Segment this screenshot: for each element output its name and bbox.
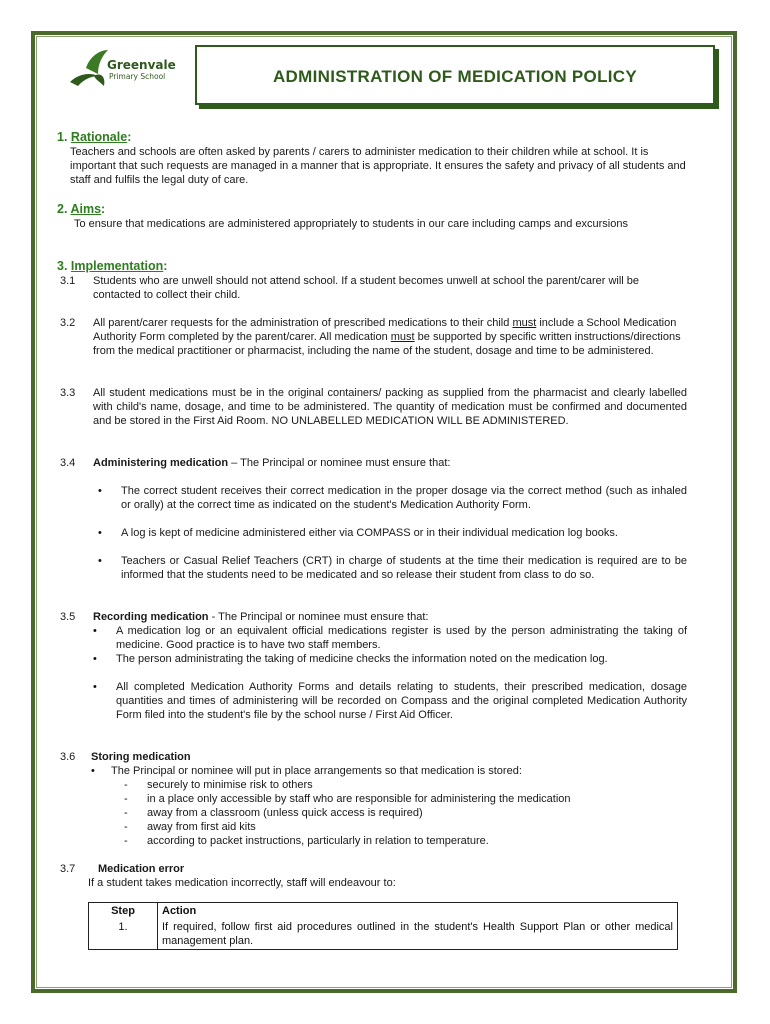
- item-36-bullet: The Principal or nominee will put in place arrangements so that medication is stored:: [111, 765, 522, 777]
- item-32-text: [93, 316, 693, 358]
- item-34-text: – The Principal or nominee must ensure that:: [228, 457, 451, 469]
- item-32-text-a: All parent/carer requests for the administration of prescribed medications to their child: [93, 317, 513, 329]
- item-34-bullet: A log is kept of medicine administered either via COMPASS or in their individual medication log books.: [121, 527, 618, 539]
- item-36-heading: [91, 750, 651, 764]
- table-cell-step: 1.: [89, 919, 158, 950]
- item-36-bold: Storing medication: [91, 751, 191, 763]
- item-36-dash: securely to minimise risk to others: [147, 779, 313, 791]
- item-34-bold: Administering medication: [93, 457, 229, 469]
- dash-marker: -: [124, 779, 128, 791]
- item-35-text: - The Principal or nominee must ensure that:: [208, 611, 429, 623]
- item-number: 3.4: [60, 457, 76, 469]
- bullet: •: [98, 527, 102, 539]
- implementation-heading: 3. Implementation:: [57, 259, 168, 273]
- item-36-dash: according to packet instructions, particularly in relation to temperature.: [147, 835, 489, 847]
- item-34-bullet: The correct student receives their correct medication in the proper dosage via the correct method (such as inhaled or orally) at the correct time as indicated on the student's Medication Authority Form.: [121, 485, 687, 511]
- table-header-row: [89, 903, 678, 920]
- item-37-text: If a student takes medication incorrectly, staff will endeavour to:: [88, 877, 396, 889]
- title-box: [195, 45, 715, 105]
- aims-text: To ensure that medications are administered appropriately to students in our care including camps and excursions: [74, 218, 628, 230]
- item-number: 3.7: [60, 863, 76, 875]
- item-number: 3.2: [60, 317, 76, 329]
- aims-title: Aims: [70, 202, 102, 216]
- item-35-bullet: A medication log or an equivalent official medications register is used by the person administrating the taking of medicine. Good practice is to have two staff members.: [116, 625, 687, 651]
- aims-number: 2.: [57, 202, 68, 216]
- dash-marker: -: [124, 793, 128, 805]
- dash-marker: -: [124, 821, 128, 833]
- bullet: •: [91, 765, 95, 777]
- bullet: •: [93, 653, 97, 665]
- school-subtitle: Primary School: [109, 72, 166, 81]
- item-32-text-c: be supported by specific written instructions/directions from the medical practitioner or pharmacist, including the name of the student, dosage and time to be administered.: [93, 331, 681, 357]
- item-37-heading: [98, 862, 658, 876]
- table-row: [89, 919, 678, 950]
- implementation-number: 3.: [57, 259, 68, 273]
- item-number: 3.3: [60, 387, 76, 399]
- item-35-bullet: The person administrating the taking of medicine checks the information noted on the medication log.: [116, 653, 608, 665]
- item-32-text-b: include a School Medication Authority Form completed by the parent/carer. All medication: [93, 317, 677, 343]
- table-header-step: Step: [89, 903, 158, 920]
- medication-error-table: [88, 902, 678, 950]
- item-number: 3.1: [60, 275, 76, 287]
- dash-marker: -: [124, 835, 128, 847]
- item-37-bold: Medication error: [98, 863, 185, 875]
- item-36-dash: away from a classroom (unless quick access is required): [147, 807, 423, 819]
- page-title: ADMINISTRATION OF MEDICATION POLICY: [272, 67, 638, 86]
- item-number: 3.5: [60, 611, 76, 623]
- table-cell-action: If required, follow first aid procedures outlined in the student's Health Support Plan or other medical management plan.: [158, 919, 678, 950]
- item-32-must: must: [390, 331, 415, 343]
- implementation-title: Implementation: [70, 259, 164, 273]
- item-36-dash: away from first aid kits: [147, 821, 256, 833]
- item-number: 3.6: [60, 751, 76, 763]
- item-34-bullet: Teachers or Casual Relief Teachers (CRT) in charge of students at the time their medication is required are to be informed that the students need to be medicated and so release their student from class to do so.: [121, 555, 687, 581]
- bullet: •: [93, 681, 97, 693]
- table-header-action: Action: [158, 903, 678, 920]
- bullet: •: [98, 555, 102, 567]
- item-34-heading: [93, 456, 653, 470]
- item-36-dash: in a place only accessible by staff who are responsible for administering the medication: [147, 793, 571, 805]
- rationale-text: Teachers and schools are often asked by parents / carers to administer medication to their children while at school. It is important that such requests are managed in a manner that is appropriate. It ensures the safety and privacy of all students and staff and fulfils the legal duty of care.: [70, 146, 686, 186]
- item-35-heading: [93, 610, 653, 624]
- rationale-number: 1.: [57, 130, 68, 144]
- bullet: •: [93, 625, 97, 637]
- item-35-bold: Recording medication: [93, 611, 209, 623]
- item-32-must: must: [512, 317, 537, 329]
- school-name: Greenvale: [107, 58, 176, 72]
- rationale-title: Rationale: [70, 130, 128, 144]
- bullet: •: [98, 485, 102, 497]
- item-31-text: Students who are unwell should not attend school. If a student becomes unwell at school the parent/carer will be contacted to collect their child.: [93, 275, 640, 301]
- item-35-bullet: All completed Medication Authority Forms and details relating to students, their prescribed medication, dosage quantities and times of administering will be recorded on Compass and the original completed Medication Authority Form filed into the student's file by the school nurse / First Aid Officer.: [116, 681, 687, 721]
- rationale-heading: 1. Rationale:: [57, 130, 132, 144]
- item-33-text: All student medications must be in the original containers/ packing as supplied from the pharmacist and clearly labelled with child's name, dosage, and time to be administered. The quantity of medication must be confirmed and documented and be stored in the First Aid Room. NO UNLABELLED MEDICATION WILL BE ADMINISTERED.: [93, 387, 687, 427]
- aims-heading: 2. Aims:: [57, 202, 106, 216]
- dash-marker: -: [124, 807, 128, 819]
